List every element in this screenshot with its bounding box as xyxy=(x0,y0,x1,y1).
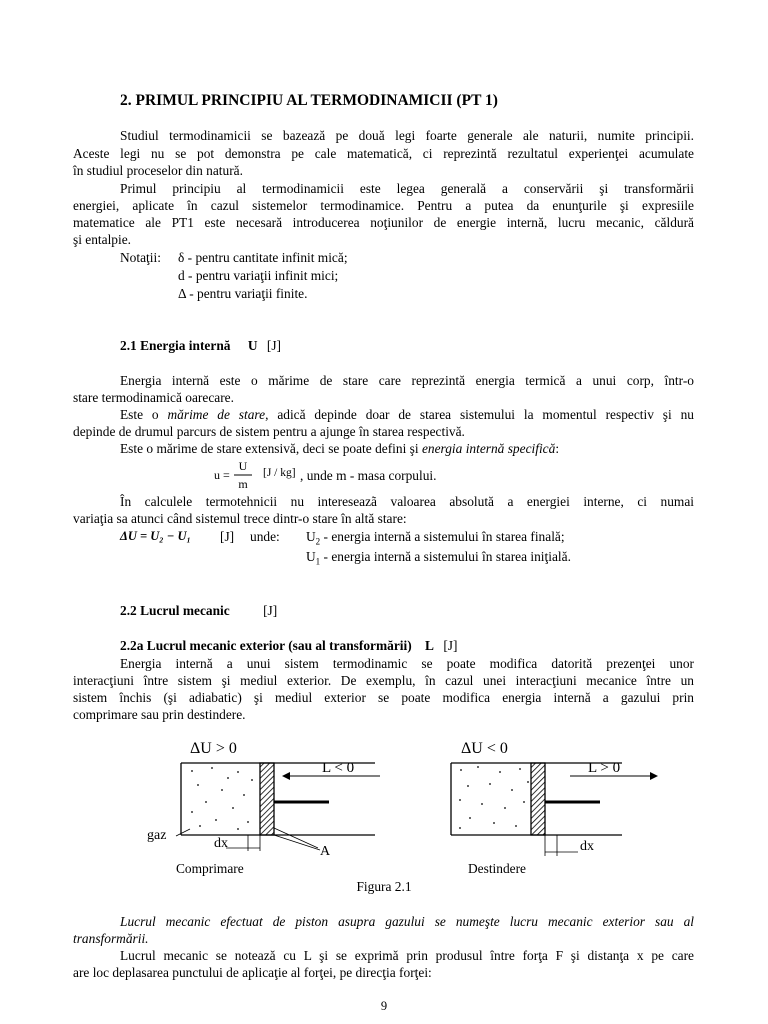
figure-caption: Figura 2.1 xyxy=(356,879,412,894)
page-number: 9 xyxy=(380,999,388,1013)
section-2-1-heading xyxy=(120,337,281,354)
u2-description: - energia internă a sistemului în starea finală; xyxy=(320,529,565,544)
s21-p2-text-a: Este o xyxy=(120,407,168,422)
delta-u-unit: [J] xyxy=(220,529,235,544)
s21-p2-text-b: , adică depinde doar de starea sistemului la momentul respectiv şi nu xyxy=(265,407,695,422)
u2-symbol: U xyxy=(306,529,316,544)
section-2-1-title: 2.1 Energia internă xyxy=(120,338,231,353)
gas-particles-left xyxy=(191,767,253,830)
chapter-title: 2. PRIMUL PRINCIPIU AL TERMODINAMICII (PT 1) xyxy=(120,92,498,109)
delta-u-formula: ΔU = U₂ − U₁ xyxy=(120,529,191,543)
s21-p3-text-a: Este o mărime de stare extensivă, deci se poate defini şi xyxy=(120,441,422,456)
piston-right xyxy=(531,763,545,835)
s21-p3-italic: energia internă specifică xyxy=(421,441,556,456)
section-2-1-symbol: U xyxy=(247,338,258,353)
intro-p2-line2: energiei, aplicate în cazul sistemelor termodinamice. Pentru a putea da enunţurile şi expresiile xyxy=(73,198,694,213)
s21-p4-line2: variaţia sa atunci când sistemul trece dintr-o stare în altă stare: xyxy=(73,511,407,526)
section-2-2-title: 2.2 Lucrul mecanic xyxy=(120,603,230,618)
section-2-2a-title: 2.2a Lucrul mecanic exterior (sau al transformării) xyxy=(120,638,412,653)
s22a-p1-line2: interacţiuni între sistem şi mediul exterior. De exemplu, în cazul unei interacţiuni mecanice între un xyxy=(73,673,694,688)
s22a-p1-line4: comprimare sau prin destindere. xyxy=(73,707,246,722)
s21-p1-line2: stare termodinamică oarecare. xyxy=(73,390,234,405)
section-2-2-heading xyxy=(120,602,277,619)
formula-note: , unde m - masa corpului. xyxy=(300,468,437,483)
gas-particles-right xyxy=(459,766,529,829)
notation-delta-small: δ - pentru cantitate infinit mică; xyxy=(178,250,348,265)
closing-italic-line2: transformării. xyxy=(73,931,149,946)
s22a-p1-line1: Energia internă a unui sistem termodinamic se poate modifica datorită prezenţei unor xyxy=(120,656,694,671)
formula-lhs: u = xyxy=(214,468,230,482)
u1-subscript: 1 xyxy=(315,556,321,567)
closing-p-line2: are loc deplasarea punctului de aplicaţie al forţei, pe direcţia forţei: xyxy=(73,965,432,980)
dx-label-right: dx xyxy=(580,839,594,854)
closing-p-line1: Lucrul mecanic se notează cu L şi se exprimă prin produsul între forţa F şi distanţa x pe care xyxy=(120,948,694,963)
section-2-2a-heading xyxy=(120,637,457,654)
dx-label-left: dx xyxy=(214,836,228,851)
notation-d: d - pentru variaţii infinit mici; xyxy=(178,268,339,283)
gaz-label: gaz xyxy=(147,828,167,843)
formula-numerator: U xyxy=(238,459,248,473)
intro-p2-line4: şi entalpie. xyxy=(73,232,132,247)
u1-definition xyxy=(306,548,571,571)
intro-p1-line3: în studiul proceselor din natură. xyxy=(73,163,243,178)
formula-unit: [J / kg] xyxy=(263,467,296,479)
figure-2-1-diagram xyxy=(0,738,768,888)
section-2-1-unit: [J] xyxy=(266,338,281,353)
expansion-caption: Destindere xyxy=(468,861,527,876)
u2-subscript: 2 xyxy=(315,536,321,547)
u1-description: - energia internă a sistemului în starea iniţială. xyxy=(320,549,571,564)
notations-label: Notaţii: xyxy=(120,250,161,265)
intro-p2-line3: matematice ale PT1 este necesară introducerea noţiunilor de energie internă, lucru mecanic, căldură xyxy=(73,215,694,230)
s21-p2-line1 xyxy=(120,406,694,423)
s22a-p1-line3: sistem închis (şi adiabatic) şi mediul exterior se poate modifica energia internă a gazului prin xyxy=(73,690,694,705)
section-2-2a-symbol: L xyxy=(425,638,434,653)
compression-caption: Comprimare xyxy=(176,861,244,876)
notation-delta-capital: Δ - pentru variaţii finite. xyxy=(178,286,308,301)
intro-p1-line1: Studiul termodinamicii se bazează pe două legi foarte generale ale naturii, numite principii. xyxy=(120,128,694,143)
closing-italic-line1: Lucrul mecanic efectuat de piston asupra gazului se numeşte lucru mecanic exterior sau al xyxy=(120,914,694,929)
expansion-figure xyxy=(451,763,657,856)
formula-denominator: m xyxy=(238,477,248,491)
intro-p1-line2: Aceste legi nu se pot demonstra pe cale matematică, ci reprezintă rezultatul experienţei acumulate xyxy=(73,146,694,161)
s21-p2-line2: depinde de drumul parcurs de sistem pentru a ajunge în starea respectivă. xyxy=(73,424,465,439)
piston-left xyxy=(260,763,274,835)
s21-p4-line1: În calculele termotehnicii nu intereseazã valoarea absolută a energiei interne, ci numai xyxy=(120,494,694,509)
section-2-2a-unit: [J] xyxy=(443,638,458,653)
du-positive-label: ΔU > 0 xyxy=(190,740,237,757)
s21-p1-line1: Energia internă este o mărime de stare care reprezintă energia termică a unui corp, într-o xyxy=(120,373,694,388)
section-2-2-unit: [J] xyxy=(263,603,278,618)
a-label: A xyxy=(320,844,331,859)
l-negative-label: L < 0 xyxy=(322,760,355,776)
delta-u-where: unde: xyxy=(250,529,280,544)
s21-p2-italic: mărime de stare xyxy=(167,407,266,422)
du-negative-label: ΔU < 0 xyxy=(461,740,508,757)
l-positive-label: L > 0 xyxy=(588,760,621,776)
s21-p3-text-b: : xyxy=(555,441,560,456)
u1-symbol: U xyxy=(306,549,316,564)
s21-p3-line1 xyxy=(120,440,559,457)
intro-p2-line1: Primul principiu al termodinamicii este legea generală a conservării şi transformării xyxy=(120,181,694,196)
